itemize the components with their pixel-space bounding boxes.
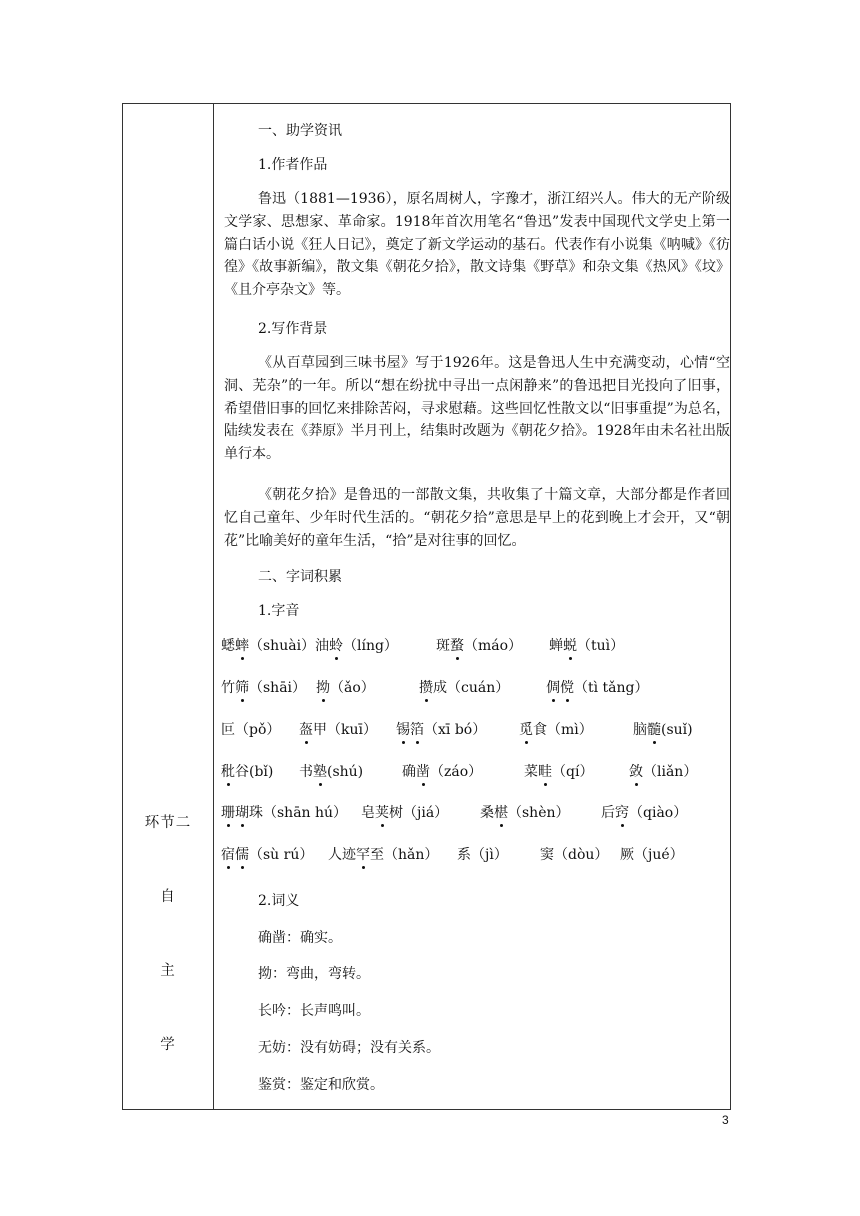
pronunciation-row: [221, 719, 821, 741]
pronunciation-item: 窦（dòu）: [540, 847, 609, 863]
pronunciation-item: 油蛉（líng）: [315, 635, 398, 657]
emphasis-dot-char: 罕: [356, 844, 370, 866]
pronunciation-row: [221, 802, 821, 824]
pronunciation-item: 锡箔（xī bó）: [396, 719, 486, 741]
emphasis-dot-char: 筛: [235, 677, 249, 699]
emphasis-dot-char: 倜: [546, 677, 560, 699]
pronunciation-item: 宿儒（sù rú）: [221, 844, 313, 866]
pronunciation-item: 蟋蟀（shuài）: [221, 635, 315, 657]
pronunciation-item: 攒成（cuán）: [419, 677, 509, 699]
meaning-item: 确凿：确实。: [258, 930, 342, 946]
emphasis-dot-char: 蝥: [450, 635, 464, 657]
section-label-column: [123, 104, 213, 1109]
pronunciation-item: 脑髓(suǐ): [633, 719, 693, 741]
section-char-1: 自: [160, 889, 176, 905]
emphasis-dot-char: 珊: [221, 802, 235, 824]
emphasis-dot-char: 儒: [235, 844, 249, 866]
emphasis-dot-char: 盔: [299, 719, 313, 741]
emphasis-dot-char: 箔: [410, 719, 424, 741]
pronunciation-row: [221, 844, 821, 866]
emphasis-dot-char: 髓: [647, 719, 661, 741]
pronunciation-item: 斑蝥（máo）: [436, 635, 522, 657]
pronunciation-item: 厥（jué）: [620, 847, 684, 863]
emphasis-dot-char: 畦: [538, 761, 552, 783]
content-column: [214, 104, 730, 1109]
emphasis-dot-char: 瑚: [235, 802, 249, 824]
emphasis-dot-char: 塾: [313, 761, 327, 783]
pronunciation-item: 秕谷(bǐ): [221, 761, 273, 783]
section-char-3: 学: [160, 1037, 176, 1053]
meaning-item: 鉴赏：鉴定和欣赏。: [258, 1077, 384, 1093]
pronunciation-item: 拗（ǎo）: [316, 677, 375, 699]
emphasis-dot-char: 椹: [494, 802, 508, 824]
pronunciation-item: 倜傥（tì tǎng）: [546, 677, 649, 699]
paragraph-background-2: 《朝花夕拾》是鲁迅的一部散文集，共收集了十篇文章，大部分都是作者回忆自己童年、少年时代生活的。“朝花夕拾”意思是早上的花到晚上才会开，又“朝花”比喻美好的童年生活，“拾”是对往事的回忆。: [224, 487, 730, 549]
pronunciation-item: 皂荚树（jiá）: [361, 802, 448, 824]
pronunciation-item: 敛（liǎn）: [629, 761, 697, 783]
subheading-meanings: 2.词义: [258, 893, 300, 909]
section-label: 环节二: [144, 815, 192, 831]
emphasis-dot-char: 宿: [221, 844, 235, 866]
pronunciation-item: 觅食（mì）: [519, 719, 593, 741]
pronunciation-item: 竹筛（shāi）: [221, 677, 306, 699]
emphasis-dot-char: 凿: [416, 761, 430, 783]
pronunciation-item: 桑椹（shèn）: [480, 802, 570, 824]
emphasis-dot-char: 荚: [375, 802, 389, 824]
emphasis-dot-char: 敛: [629, 761, 643, 783]
lesson-table: [122, 103, 731, 1110]
meaning-item: 长吟：长声鸣叫。: [258, 1003, 370, 1019]
pronunciation-item: 叵（pǒ）: [221, 722, 281, 738]
emphasis-dot-char: 攒: [419, 677, 433, 699]
pronunciation-row: [221, 635, 821, 657]
subheading-background: 2.写作背景: [258, 321, 328, 337]
emphasis-dot-char: 拗: [316, 677, 330, 699]
pronunciation-row: [221, 761, 821, 783]
section-char-2: 主: [160, 963, 176, 979]
pronunciation-row: [221, 677, 821, 699]
emphasis-dot-char: 蛉: [329, 635, 343, 657]
pronunciation-item: 珊瑚珠（shān hú）: [221, 802, 347, 824]
heading-vocabulary: 二、字词积累: [258, 569, 342, 585]
emphasis-dot-char: 秕: [221, 761, 235, 783]
emphasis-dot-char: 蜕: [563, 635, 577, 657]
pronunciation-item: 书塾(shú): [299, 761, 363, 783]
page-number: 3: [722, 1113, 729, 1127]
meaning-item: 拗：弯曲，弯转。: [258, 966, 370, 982]
emphasis-dot-char: 锡: [396, 719, 410, 741]
pronunciation-item: 确凿（záo）: [402, 761, 482, 783]
emphasis-dot-char: 觅: [519, 719, 533, 741]
paragraph-background-1: 《从百草园到三味书屋》写于1926年。这是鲁迅人生中充满变动，心情“空洞、芜杂”的一年。所以“想在纷扰中寻出一点闲静来”的鲁迅把目光投向了旧事，希望借旧事的回忆来排除苦闷，寻求慰藉。这些回忆性散文以“旧事重提”为总名，陆续发表在《莽原》半月刊上，结集时改题为《朝花夕拾》。1928年由未名社出版单行本。: [224, 355, 730, 463]
paragraph-author: 鲁迅（1881—1936），原名周树人，字豫才，浙江绍兴人。伟大的无产阶级文学家、思想家、革命家。1918年首次用笔名“鲁迅”发表中国现代文学史上第一篇白话小说《狂人日记》，奠定了新文学运动的基石。代表作有小说集《呐喊》《彷徨》《故事新编》，散文集《朝花夕拾》，散文诗集《野草》和杂文集《热风》《坟》《且介亭杂文》等。: [224, 191, 730, 299]
pronunciation-item: 人迹罕至（hǎn）: [328, 844, 438, 866]
pronunciation-item: 盔甲（kuī）: [299, 719, 377, 741]
pronunciation-item: 菜畦（qí）: [524, 761, 593, 783]
emphasis-dot-char: 傥: [560, 677, 574, 699]
pronunciation-item: 系（jì）: [457, 847, 508, 863]
pronunciation-item: 后窍（qiào）: [601, 802, 687, 824]
meaning-item: 无妨：没有妨碍；没有关系。: [258, 1040, 440, 1056]
subheading-author: 1.作者作品: [258, 157, 328, 173]
subheading-pronunciation: 1.字音: [258, 603, 300, 619]
emphasis-dot-char: 窍: [615, 802, 629, 824]
pronunciation-item: 蝉蜕（tuì）: [549, 635, 624, 657]
heading-info: 一、助学资讯: [258, 123, 342, 139]
emphasis-dot-char: 蟀: [235, 635, 249, 657]
